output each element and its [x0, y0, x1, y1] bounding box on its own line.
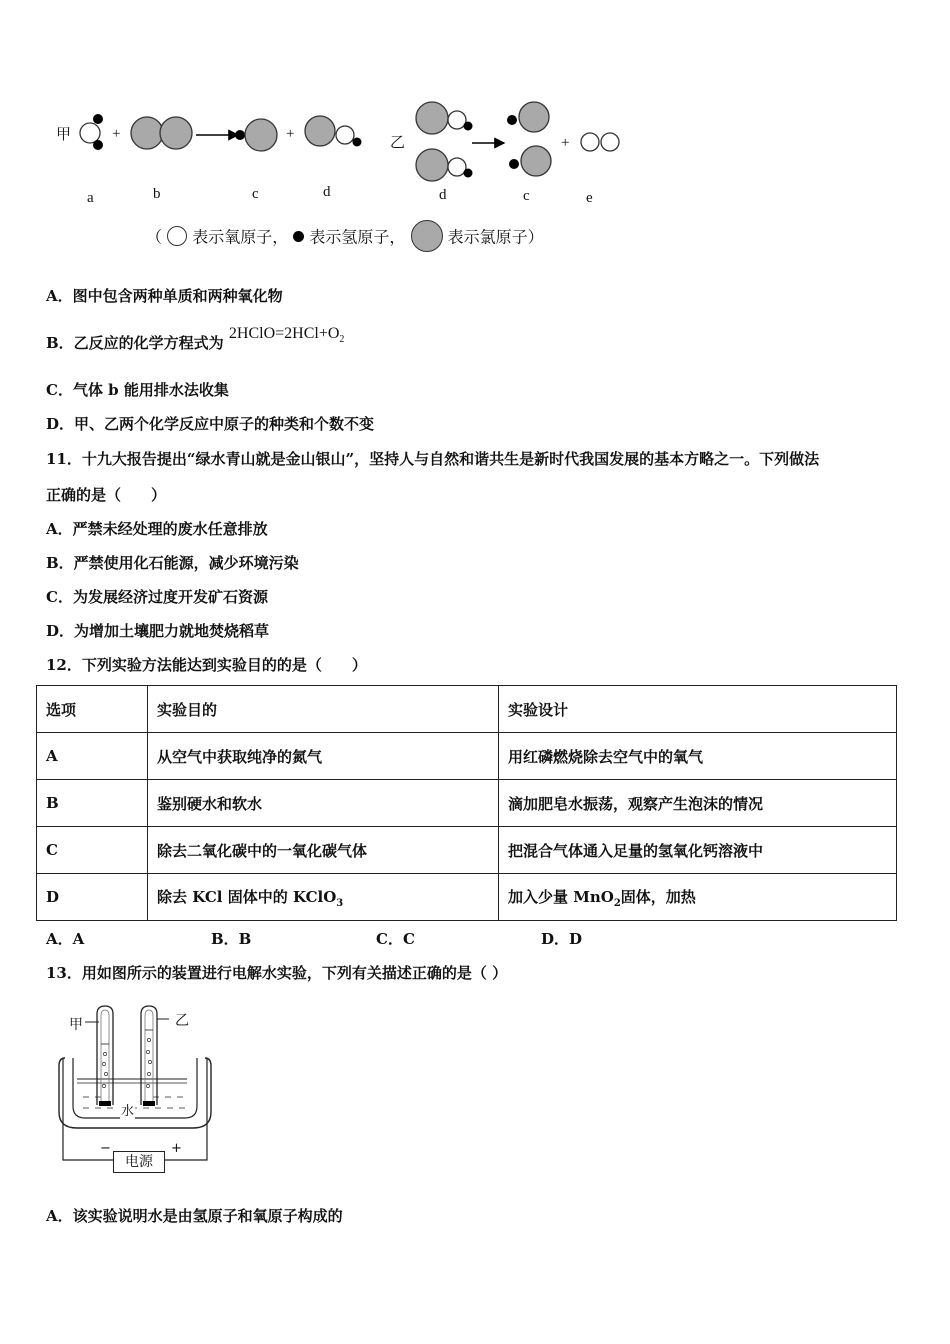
molecule-d-hclo-1: [416, 102, 473, 134]
q10-equation-main: 2HClO=2HCl+O: [228, 325, 340, 342]
label-a: a: [87, 190, 94, 206]
molecule-c-hcl-2: [509, 146, 551, 176]
q11-option-a: A．严禁未经处理的废水任意排放: [46, 520, 268, 538]
apparatus-label-jia: 甲: [69, 1017, 83, 1033]
hydrogen-atom-icon: [293, 231, 304, 242]
apparatus-water-label: 水: [120, 1100, 135, 1119]
q10-option-a: A．图中包含两种单质和两种氧化物: [46, 287, 283, 305]
q12-choice-b: B．B: [211, 930, 252, 948]
label-c-yi: c: [523, 188, 530, 204]
table-header: 实验目的: [148, 686, 499, 733]
table-header-row: [37, 686, 897, 733]
reaction-diagram-svg: [50, 95, 650, 215]
row-d-design-suffix: 固体，加热: [620, 887, 696, 906]
diagram-label-jia: 甲: [56, 125, 72, 143]
row-d-goal: 除去 KCl 固体中的 KClO: [157, 887, 337, 906]
diagram-label-yi: 乙: [390, 133, 406, 151]
molecule-c-hcl: [235, 119, 277, 151]
label-b: b: [153, 186, 161, 202]
q11-option-c: C．为发展经济过度开发矿石资源: [46, 588, 268, 606]
label-d: d: [323, 184, 331, 200]
label-e: e: [586, 190, 593, 206]
legend-open-paren: （: [146, 227, 163, 247]
table-row: [37, 827, 897, 874]
q10-option-b: [46, 325, 345, 355]
oxygen-atom-icon: [167, 226, 187, 246]
table-cell: B: [37, 780, 148, 827]
q10-equation-sub: 2: [339, 334, 345, 346]
molecule-d-hclo-2: [416, 149, 473, 181]
q13-stem: 13．用如图所示的装置进行电解水实验，下列有关描述正确的是（ ）: [46, 964, 508, 982]
row-d-goal-sub: 3: [336, 897, 344, 909]
table-cell: C: [37, 827, 148, 874]
q12-stem: 12．下列实验方法能达到实验目的的是（ ）: [46, 656, 367, 674]
reaction-diagram: [50, 95, 650, 215]
table-cell: A: [37, 733, 148, 780]
table-row: [37, 874, 897, 921]
table-cell: 把混合气体通入足量的氢氧化钙溶液中: [499, 827, 897, 874]
q10-option-b-text: B．乙反应的化学方程式为: [46, 334, 224, 352]
q10-option-c: C．气体 b 能用排水法收集: [46, 381, 229, 399]
q12-choice-c: C．C: [376, 930, 415, 948]
chlorine-atom-icon: [411, 220, 443, 252]
q11-stem-line2: 正确的是（ ）: [46, 486, 167, 504]
q11-option-d: D．为增加土壤肥力就地焚烧稻草: [46, 622, 270, 640]
q10-equation: [228, 325, 345, 346]
label-d-yi: d: [439, 187, 447, 203]
label-c: c: [252, 186, 259, 202]
table-row: [37, 780, 897, 827]
table-cell: 从空气中获取纯净的氮气: [148, 733, 499, 780]
legend-hydrogen-text: 表示氢原子，: [309, 227, 406, 247]
experiment-table: [36, 685, 897, 921]
electrolysis-apparatus: [55, 1000, 225, 1180]
table-cell: D: [37, 874, 148, 921]
row-d-design: 加入少量 MnO: [508, 887, 614, 906]
table-header: 实验设计: [499, 686, 897, 733]
legend-chlorine-text: 表示氯原子）: [447, 227, 544, 247]
table-header: 选项: [37, 686, 148, 733]
atom-legend: [146, 220, 544, 252]
table-cell: 除去二氧化碳中的一氧化碳气体: [148, 827, 499, 874]
table-cell: 用红磷燃烧除去空气中的氧气: [499, 733, 897, 780]
q12-choice-d: D．D: [541, 930, 583, 948]
power-minus-label: −: [100, 1141, 111, 1156]
table-row: [37, 733, 897, 780]
row-d-design-sub: 2: [613, 897, 621, 909]
table-cell: 滴加肥皂水振荡，观察产生泡沫的情况: [499, 780, 897, 827]
q13-option-a: A．该实验说明水是由氢原子和氧原子构成的: [46, 1207, 343, 1225]
molecule-d-hclo: [305, 116, 362, 147]
power-plus-label: +: [171, 1141, 182, 1156]
legend-oxygen-text: 表示氧原子，: [192, 227, 289, 247]
power-supply-box: [113, 1151, 165, 1173]
diagram-plus-3: +: [561, 135, 570, 151]
q11-stem-line1: 11．十九大报告提出“绿水青山就是金山银山”，坚持人与自然和谐共生是新时代我国发展的基本方略之一。下列做法: [46, 450, 820, 468]
table-cell: [148, 874, 499, 921]
diagram-plus-1: +: [112, 126, 121, 142]
molecule-b-chlorine: [131, 117, 192, 149]
diagram-plus-2: +: [286, 126, 295, 142]
q12-choice-a: A．A: [46, 930, 85, 948]
power-supply-label: 电源: [125, 1154, 153, 1170]
table-cell: 鉴别硬水和软水: [148, 780, 499, 827]
table-cell: [499, 874, 897, 921]
q11-option-b: B．严禁使用化石能源，减少环境污染: [46, 554, 299, 572]
molecule-a-water: [80, 114, 103, 150]
apparatus-label-yi: 乙: [175, 1013, 189, 1029]
molecule-c-hcl-1: [507, 102, 549, 132]
molecule-e-oxygen: [581, 133, 619, 151]
q10-option-d: D．甲、乙两个化学反应中原子的种类和个数不变: [46, 415, 375, 433]
